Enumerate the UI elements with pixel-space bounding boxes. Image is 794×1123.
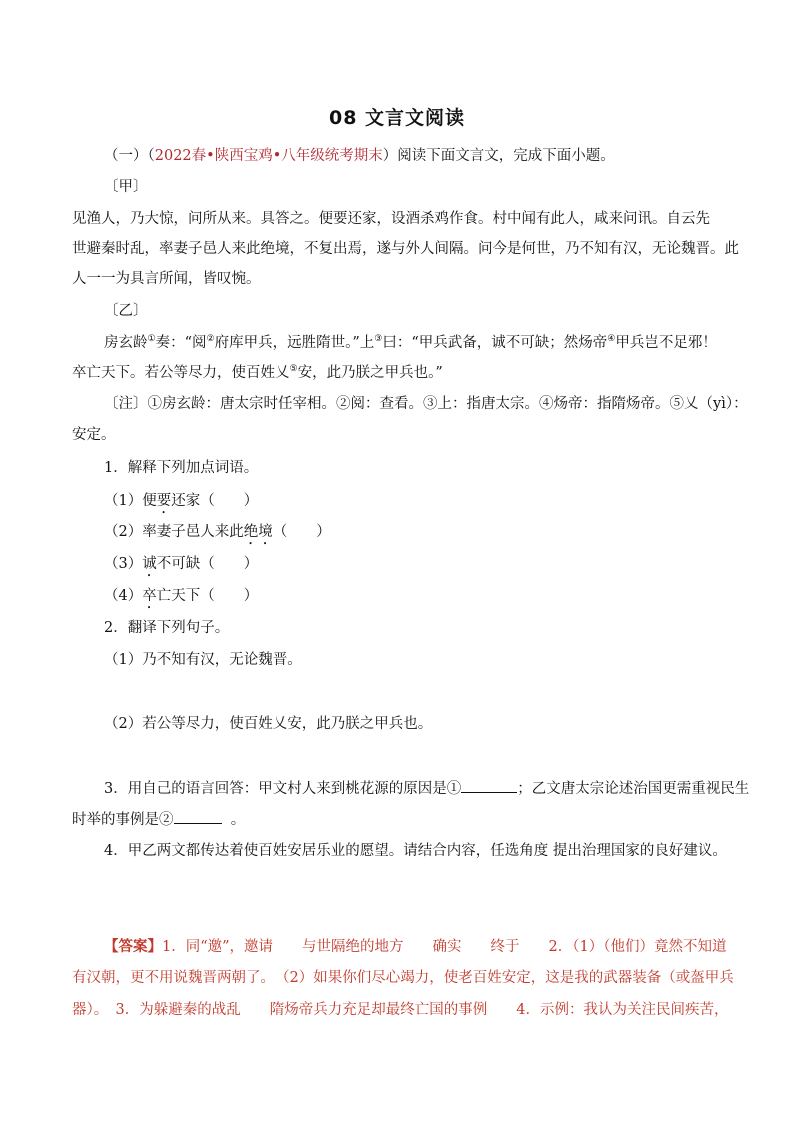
footnote-mark: ④ — [607, 334, 616, 345]
footnote-mark: ① — [147, 334, 156, 345]
yi-label: 〔乙〕 — [104, 303, 148, 319]
intro-prefix: （一）（ — [104, 148, 155, 164]
intro-source: 2022春•陕西宝鸡•八年级统考期末 — [154, 148, 383, 164]
item-text: 亡天下（ ） — [156, 588, 259, 604]
question-2-item: （2）若公等尽力，使百姓乂安，此乃朕之甲兵也。 — [104, 716, 433, 732]
item-number: （4） — [104, 588, 143, 604]
question-2-stem: 2．翻译下列句子。 — [104, 620, 230, 636]
question-1-item — [104, 554, 258, 580]
yi-text: 卒亡天下。若公等尽力，使百姓乂 — [72, 365, 290, 381]
item-number: （1） — [104, 493, 143, 509]
item-number: （2） — [104, 524, 143, 540]
question-text: 时举的事例是② — [72, 812, 174, 828]
dotted-word: 要 — [156, 493, 172, 509]
item-text: 便 — [142, 493, 157, 509]
jia-line-1: 见渔人，乃大惊，问所从来。具答之。便要还家，设酒杀鸡作食。村中闻有此人，咸来问讯。自云先 — [72, 211, 710, 227]
footnote-mark: ② — [206, 334, 215, 345]
answer-blank-1[interactable] — [461, 778, 517, 793]
question-2-item: （1）乃不知有汉，无论魏晋。 — [104, 652, 302, 668]
answer-line-3: 器）。 3．为躲避秦的战乱 隋炀帝兵力充足却最终亡国的事例 4．示例：我认为关注民间疾苦， — [72, 1002, 729, 1018]
item-text: （ ） — [272, 524, 331, 540]
question-3-line-2 — [72, 809, 245, 830]
yi-text: 府库甲兵，远胜隋世。”上 — [214, 335, 375, 351]
jia-line-3: 人一一为具言所闻，皆叹惋。 — [72, 271, 261, 287]
yi-text: 甲兵岂不足邪！ — [615, 335, 717, 351]
question-text: 3．用自己的语言回答：甲文村人来到桃花源的原因是① — [104, 781, 462, 797]
yi-text: 奏：“阅 — [155, 335, 207, 351]
item-number: （3） — [104, 556, 143, 572]
notes-line-1: 〔注〕①房玄龄：唐太宗时任宰相。②阅：查看。③上：指唐太宗。④炀帝：指隋炀帝。⑤乂（yì）： — [104, 396, 748, 412]
item-text: 还家（ ） — [171, 493, 259, 509]
question-4: 4．甲乙两文都传达着使百姓安居乐业的愿望。请结合内容，任选角度 提出治理国家的良好建议。 — [104, 843, 727, 859]
yi-text: 房玄龄 — [104, 335, 148, 351]
yi-text: 安，此乃朕之甲兵也。” — [297, 365, 443, 381]
notes-line-2: 安定。 — [72, 427, 116, 443]
dotted-word: 绝境 — [243, 524, 273, 540]
footnote-mark: ⑤ — [289, 364, 298, 375]
answer-line-2: 有汉朝，更不用说魏晋两朝了。 （2）如果你们尽心竭力，使老百姓安定，这是我的武器装备（或盔甲兵 — [72, 970, 734, 986]
question-1-item — [104, 491, 258, 517]
item-text: 率妻子邑人来此 — [142, 524, 244, 540]
yi-line-2 — [72, 363, 443, 383]
answer-label: 【答案】 — [104, 938, 162, 955]
footnote-mark: ③ — [374, 334, 383, 345]
intro-suffix: ）阅读下面文言文，完成下面小题。 — [382, 148, 615, 164]
jia-label: 〔甲〕 — [104, 179, 148, 195]
section-intro — [104, 146, 615, 166]
question-text: 。 — [230, 812, 246, 828]
dotted-word: 卒 — [142, 588, 157, 604]
question-1-item — [104, 522, 331, 548]
question-1-item — [104, 586, 258, 612]
question-3-line-1 — [104, 778, 749, 799]
jia-line-2: 世避秦时乱，率妻子邑人来此绝境，不复出焉，遂与外人间隔。问今是何世，乃不知有汉，无论魏晋。此 — [72, 241, 739, 257]
item-text: 不可缺（ ） — [156, 556, 259, 572]
yi-line-1 — [104, 333, 717, 353]
answer-blank-2[interactable] — [174, 809, 222, 824]
answer-line-1 — [104, 937, 727, 957]
dotted-word: 诚 — [142, 556, 157, 572]
yi-text: 曰：“甲兵武备，诚不可缺；然炀帝 — [382, 335, 608, 351]
answer-text: 1．同“邀”，邀请 与世隔绝的地方 确实 终于 2．（1）（他们）竟然不知道 — [162, 939, 727, 955]
question-text: ；乙文唐太宗论述治国更需重视民生 — [517, 781, 750, 797]
page-title: 08 文言文阅读 — [328, 107, 466, 129]
question-1-stem: 1．解释下列加点词语。 — [104, 460, 259, 476]
